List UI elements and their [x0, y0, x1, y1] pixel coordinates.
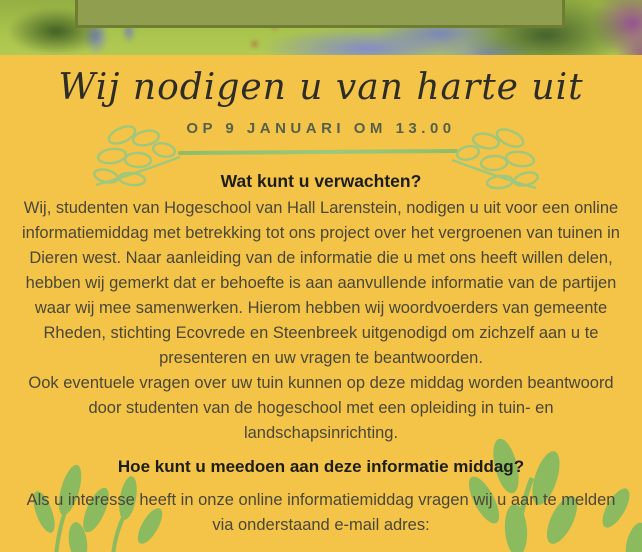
brush-underline [178, 149, 458, 155]
body-text [17, 196, 625, 538]
invitation-title: Wij nodigen u van harte uit [58, 67, 584, 108]
green-header-bar [75, 0, 565, 28]
expect-paragraph-1: Wij, studenten van Hogeschool van Hall Larenstein, nodigen u uit voor een online informatiemiddag met betrekking tot ons project over het vergroenen van tuinen in Dieren west. Naar aanleiding van de informatie die u met ons heeft willen delen, hebben wij gemerkt dat er behoefte is aan aanvullende informatie van de partijen waar wij mee samenwerken. Hierom hebben wij woordvoerders van gemeente Rheden, stichting Ecovrede en Steenbreek uitgenodigd om zichzelf aan u te presenteren en uw vragen te beantwoorden. [21, 199, 620, 367]
event-datetime: OP 9 JANUARI OM 13.00 [186, 120, 456, 137]
expect-heading: Wat kunt u verwachten? [220, 171, 422, 191]
join-paragraph: Als u interesse heeft in onze online informatiemiddag vragen wij u aan te melden via onderstaand e-mail adres: [26, 491, 616, 534]
join-heading: Hoe kunt u meedoen aan deze informatie middag? [117, 457, 525, 476]
expect-paragraph-2: Ook eventuele vragen over uw tuin kunnen op deze middag worden beantwoord door studenten van de hogeschool met een opleiding in tuin- en landschapsinrichting. [28, 374, 614, 442]
garden-photo [0, 0, 642, 55]
